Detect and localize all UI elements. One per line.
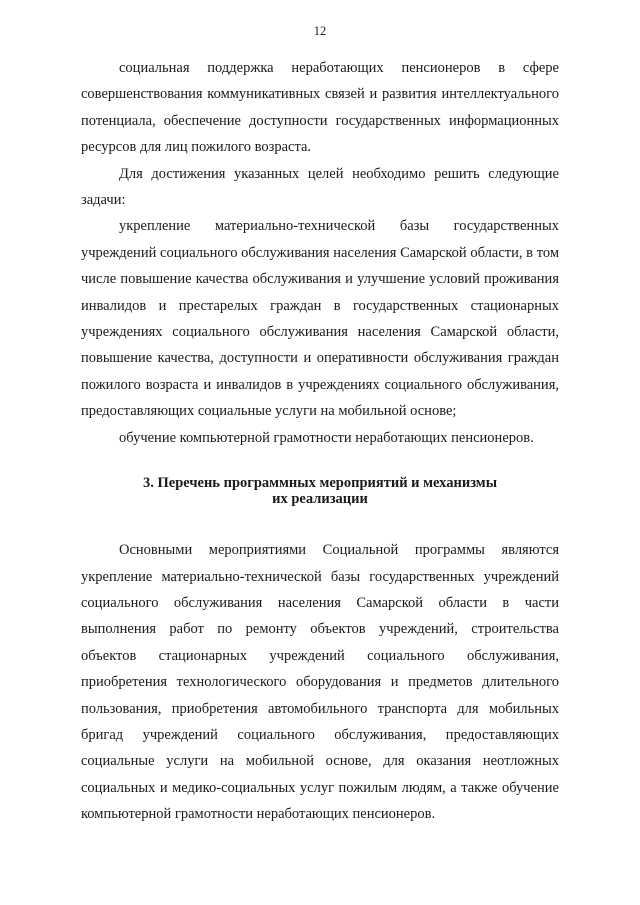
document-body — [81, 55, 559, 828]
paragraph-task-computer-literacy: обучение компьютерной грамотности неработающих пенсионеров. — [119, 429, 534, 446]
paragraph-tasks-intro: Для достижения указанных целей необходимо решить следующие задачи: — [81, 165, 559, 209]
paragraph-task-infrastructure: укрепление материально-технической базы государственных учреждений социального обслуживания населения Самарской области, в том числе повышение качества обслуживания и улучшение условий проживания инвалидов и престарелых граждан в государственных стационарных учреждениях социального обслуживания населения Самарской области, повышение качества, доступности и оперативности обслуживания граждан пожилого возраста и инвалидов в учреждениях социального обслуживания, предоставляющих социальные услуги на мобильной основе; — [81, 218, 559, 420]
page-number: 12 — [313, 24, 327, 38]
section-heading-line2: их реализации — [272, 491, 368, 508]
section-heading-line1: 3. Перечень программных мероприятий и механизмы — [142, 475, 498, 492]
paragraph-main-activities: Основными мероприятиями Социальной программы являются укрепление материально-технической базы государственных учреждений социального обслуживания населения Самарской области в части выполнения работ по ремонту объектов учреждений, строительства объектов стационарных учреждений социального обслуживания, приобретения технологического оборудования и предметов длительного пользования, приобретения автомобильного транспорта для мобильных бригад учреждений социального обслуживания, предоставляющих социальные услуги на мобильной основе, для оказания неотложных социальных и медико-социальных услуг пожилым людям, а также обучение компьютерной грамотности неработающих пенсионеров. — [81, 542, 559, 823]
section-heading — [81, 451, 559, 537]
paragraph-goals-continued: социальная поддержка неработающих пенсионеров в сфере совершенствования коммуникативных связей и развития интеллектуального потенциала, обеспечение доступности государственных информационных ресурсов для лиц пожилого возраста. — [81, 60, 559, 156]
